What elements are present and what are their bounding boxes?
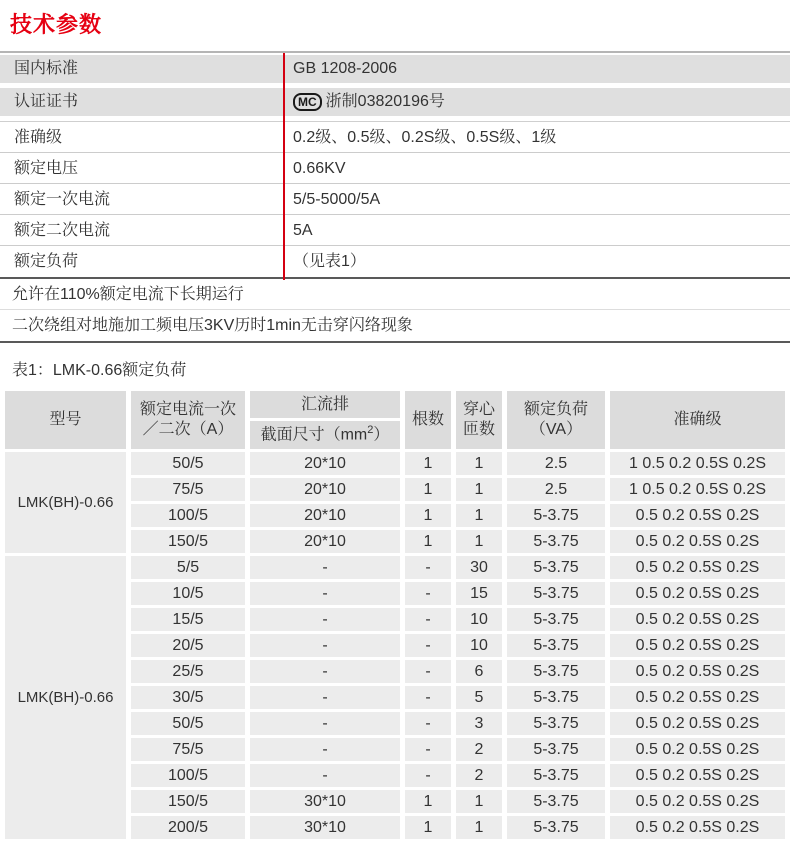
spec-row-standard — [0, 55, 790, 83]
red-column-divider — [283, 53, 285, 280]
table-row: 10/5 - - 15 5-3.75 0.5 0.2 0.5S 0.2S — [5, 582, 785, 605]
model-cell: LMK(BH)-0.66 — [5, 452, 126, 553]
spec-label: 认证证书 — [14, 93, 79, 110]
col-header-busbar: 汇流排 — [250, 391, 400, 418]
spec-row-accuracy-class — [0, 122, 790, 153]
spec-label: 额定负荷 — [14, 253, 79, 270]
table-row: 75/5 - - 2 5-3.75 0.5 0.2 0.5S 0.2S — [5, 738, 785, 761]
table-row: 150/5 20*10 1 1 5-3.75 0.5 0.2 0.5S 0.2S — [5, 530, 785, 553]
spec-value: 0.66KV — [293, 159, 346, 177]
spec-value: GB 1208-2006 — [293, 60, 398, 77]
col-header-turns: 穿心 匝数 — [456, 391, 502, 449]
table-row: 100/5 - - 2 5-3.75 0.5 0.2 0.5S 0.2S — [5, 764, 785, 787]
table-row: 30/5 - - 5 5-3.75 0.5 0.2 0.5S 0.2S — [5, 686, 785, 709]
spec-label: 额定电压 — [14, 160, 79, 177]
spec-label: 准确级 — [14, 129, 63, 146]
table-row: 25/5 - - 6 5-3.75 0.5 0.2 0.5S 0.2S — [5, 660, 785, 683]
table1-caption: 表1：LMK-0.66额定负荷 — [12, 362, 187, 379]
notes-section — [0, 279, 790, 343]
spec-value: 5/5-5000/5A — [293, 190, 381, 208]
spec-row-secondary-current — [0, 215, 790, 246]
spec-value: 0.2级、0.5级、0.2S级、0.5S级、1级 — [293, 128, 557, 146]
table-row: 50/5 - - 3 5-3.75 0.5 0.2 0.5S 0.2S — [5, 712, 785, 735]
table-header — [5, 391, 785, 449]
spec-row-rated-voltage — [0, 153, 790, 184]
col-header-accuracy: 准确级 — [610, 391, 785, 449]
product-spec-page — [0, 8, 790, 842]
table-row: 200/5 30*10 1 1 5-3.75 0.5 0.2 0.5S 0.2S — [5, 816, 785, 839]
col-header-count: 根数 — [405, 391, 451, 449]
note-overload: 允许在110%额定电流下长期运行 — [0, 279, 790, 310]
table-row: LMK(BH)-0.66 5/5 - - 30 5-3.75 0.5 0.2 0.5S 0.2S — [5, 556, 785, 579]
spec-value: 5A — [293, 221, 313, 239]
spec-label: 国内标准 — [14, 60, 79, 77]
col-header-burden: 额定负荷 （VA） — [507, 391, 605, 449]
spec-value: （见表1） — [293, 253, 366, 270]
model-cell: LMK(BH)-0.66 — [5, 556, 126, 839]
table-row: 75/5 20*10 1 1 2.5 1 0.5 0.2 0.5S 0.2S — [5, 478, 785, 501]
note-dielectric: 二次绕组对地施加工频电压3KV历时1min无击穿闪络现象 — [12, 317, 413, 334]
mc-certification-icon: MC — [293, 93, 322, 111]
page-title: 技术参数 — [10, 12, 103, 37]
spec-row-certificate — [0, 88, 790, 116]
table-row: 100/5 20*10 1 1 5-3.75 0.5 0.2 0.5S 0.2S — [5, 504, 785, 527]
col-header-current: 额定电流一次 ／二次（A） — [131, 391, 245, 449]
rated-burden-table — [0, 388, 790, 842]
spec-label: 额定二次电流 — [14, 222, 111, 239]
table-row: LMK(BH)-0.66 50/5 20*10 1 1 2.5 1 0.5 0.2 0.5S 0.2S — [5, 452, 785, 475]
table-row: 15/5 - - 10 5-3.75 0.5 0.2 0.5S 0.2S — [5, 608, 785, 631]
spec-plain-rows — [0, 121, 790, 277]
spec-row-rated-burden — [0, 246, 790, 277]
col-header-model: 型号 — [5, 391, 126, 449]
spec-label: 额定一次电流 — [14, 191, 111, 208]
table-row: 20/5 - - 10 5-3.75 0.5 0.2 0.5S 0.2S — [5, 634, 785, 657]
spec-table — [0, 51, 790, 279]
spec-value: MC 浙制03820196号 — [283, 88, 790, 116]
col-header-busbar-section: 截面尺寸$(mm^2)$ — [250, 421, 400, 449]
spec-row-primary-current — [0, 184, 790, 215]
table-row: 150/5 30*10 1 1 5-3.75 0.5 0.2 0.5S 0.2S — [5, 790, 785, 813]
